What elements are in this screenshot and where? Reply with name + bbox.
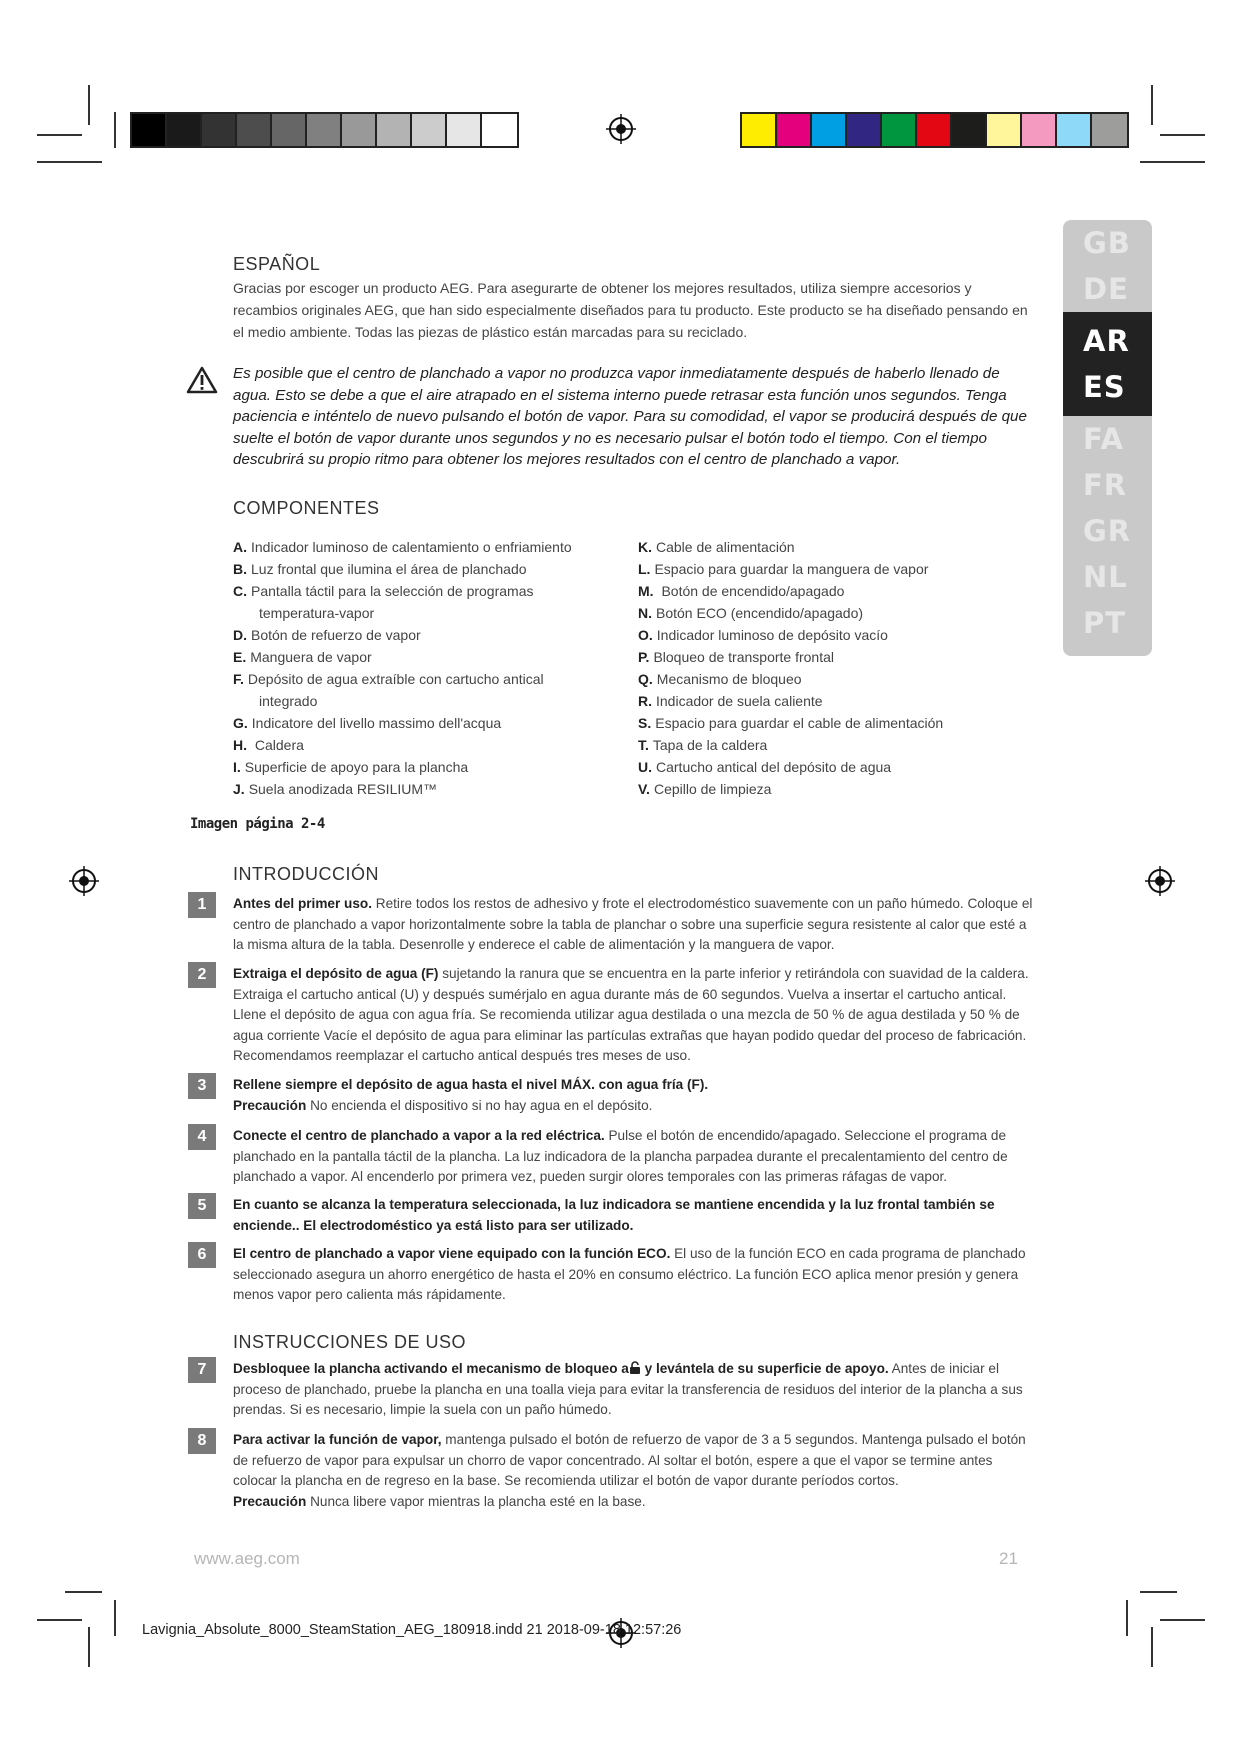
crop-mark <box>37 161 102 163</box>
component-label: Indicatore del livello massimo dell'acqua <box>251 715 502 731</box>
color-swatch <box>742 114 777 146</box>
component-label: Bloqueo de transporte frontal <box>653 649 835 665</box>
step-text <box>233 1430 1033 1512</box>
component-key: Q. <box>638 671 653 687</box>
color-swatch <box>412 114 447 146</box>
registration-mark-icon <box>606 114 636 144</box>
caution-label: Precaución <box>233 1493 307 1509</box>
component-key: R. <box>638 693 652 709</box>
intro-paragraph: Gracias por escoger un producto AEG. Para asegurarte de obtener los mejores resultados, utiliza siempre accesorios y recambios originales AEG, que han sido especialmente diseñados para tu producto. Este producto se ha diseñado pensando en el medio ambiente. Todas las piezas de plástico están marcadas para su reciclado. <box>233 280 1028 340</box>
crop-mark <box>1140 1591 1177 1593</box>
step-number: 5 <box>188 1193 216 1219</box>
component-key: P. <box>638 649 650 665</box>
component-item <box>638 624 943 646</box>
instrucciones-heading: INSTRUCCIONES DE USO <box>233 1332 467 1352</box>
component-item <box>638 580 943 602</box>
color-swatch <box>1092 114 1127 146</box>
component-item <box>638 734 943 756</box>
color-swatch <box>342 114 377 146</box>
component-key: B. <box>233 561 247 577</box>
crop-mark <box>1126 1600 1128 1636</box>
component-label: Cartucho antical del depósito de agua <box>656 759 892 775</box>
crop-mark <box>1140 161 1205 163</box>
step-number: 2 <box>188 962 216 988</box>
language-pt[interactable]: PT <box>1083 606 1127 640</box>
component-key: U. <box>638 759 652 775</box>
component-item <box>233 558 572 580</box>
color-swatch <box>202 114 237 146</box>
crop-mark <box>1151 1627 1153 1667</box>
language-heading: ESPAÑOL <box>233 254 321 274</box>
color-swatch <box>167 114 202 146</box>
component-item <box>638 602 943 624</box>
caution-text: Nunca libere vapor mientras la plancha esté en la base. <box>306 1493 646 1509</box>
language-tab <box>1063 220 1152 656</box>
component-item <box>638 712 943 734</box>
language-nl[interactable]: NL <box>1083 560 1128 594</box>
component-item-continued: integrado <box>259 693 318 709</box>
component-item <box>638 646 943 668</box>
component-key: S. <box>638 715 652 731</box>
components-heading: COMPONENTES <box>233 498 380 518</box>
component-label: Indicador luminoso de depósito vacío <box>656 627 888 643</box>
component-label: Luz frontal que ilumina el área de planchado <box>251 561 527 577</box>
component-key: J. <box>233 781 245 797</box>
color-swatch <box>377 114 412 146</box>
language-gb[interactable]: GB <box>1083 226 1131 260</box>
color-swatch <box>447 114 482 146</box>
language-fa[interactable]: FA <box>1083 422 1124 456</box>
step-body: Antes de iniciar el proceso de planchado, pruebe la plancha en una toalla vieja para evitar la transferencia de residuos del interior de la plancha a sus prendas. Si es necesario, limpie la suela con un paño húmedo. <box>233 1361 1023 1417</box>
step-number: 6 <box>188 1242 216 1268</box>
crop-mark <box>88 85 90 125</box>
step-text <box>233 1195 1033 1236</box>
component-item <box>233 778 572 800</box>
component-item <box>233 756 572 778</box>
component-label: Botón de encendido/apagado <box>657 583 845 599</box>
color-swatch <box>952 114 987 146</box>
color-swatch <box>812 114 847 146</box>
component-label: Manguera de vapor <box>250 649 372 665</box>
component-item <box>638 536 943 558</box>
page-number: 21 <box>999 1549 1018 1568</box>
component-label: Caldera <box>251 737 304 753</box>
component-label: Cable de alimentación <box>656 539 795 555</box>
grayscale-color-bar <box>130 112 519 148</box>
step-text <box>233 1244 1033 1306</box>
language-gr[interactable]: GR <box>1083 514 1132 548</box>
image-caption: Imagen página 2-4 <box>190 816 325 832</box>
component-key: H. <box>233 737 247 753</box>
registration-mark-icon <box>1145 866 1175 896</box>
color-swatch <box>777 114 812 146</box>
step-text <box>233 1126 1033 1188</box>
component-item <box>233 646 572 668</box>
color-swatch <box>307 114 342 146</box>
step-bold: Extraiga el depósito de agua (F) <box>233 966 439 981</box>
component-item <box>638 558 943 580</box>
component-key: K. <box>638 539 652 555</box>
step-bold: Rellene siempre el depósito de agua hasta el nivel MÁX. con agua fría (F). <box>233 1077 709 1092</box>
step-bold: El centro de planchado a vapor viene equipado con la función ECO. <box>233 1246 671 1261</box>
component-key: D. <box>233 627 247 643</box>
process-color-bar <box>740 112 1129 148</box>
introduccion-heading: INTRODUCCIÓN <box>233 864 379 884</box>
component-label: Cepillo de limpieza <box>653 781 772 797</box>
components-list-right <box>638 536 943 800</box>
component-item <box>233 712 572 734</box>
component-key: E. <box>233 649 247 665</box>
color-swatch <box>1022 114 1057 146</box>
footer-url-link[interactable]: www.aeg.com <box>194 1549 300 1568</box>
components-list-left <box>233 536 572 800</box>
unlock-icon <box>629 1361 641 1374</box>
component-label: Espacio para guardar la manguera de vapor <box>654 561 929 577</box>
step-text <box>233 1075 1033 1116</box>
component-label: Botón ECO (encendido/apagado) <box>656 605 864 621</box>
color-swatch <box>917 114 952 146</box>
slug-time: 2018-09-18 12:57:26 <box>546 1622 682 1638</box>
print-slug <box>142 1622 681 1638</box>
component-key: A. <box>233 539 247 555</box>
component-key: C. <box>233 583 247 599</box>
warning-text: Es posible que el centro de planchado a vapor no produzca vapor inmediatamente después de haberlo llenado de agua. Esto se debe a que el aire atrapado en el sistema interno puede retrasar esta función unos segundos. Tenga paciencia e inténtelo de nuevo pulsando el botón de vapor. Para su comodidad, el vapor se producirá después de que suelte el botón de vapor durante unos segundos y no es necesario pulsar el botón todo el tiempo. Con el tiempo descubrirá su propio ritmo para obtener los mejores resultados con el centro de planchado a vapor. <box>233 365 1027 468</box>
component-item <box>233 624 572 646</box>
caution-text: No encienda el dispositivo si no hay agua en el depósito. <box>306 1097 653 1113</box>
component-key: F. <box>233 671 244 687</box>
component-label: Suela anodizada RESILIUM™ <box>248 781 438 797</box>
step-number: 8 <box>188 1428 216 1454</box>
crop-mark <box>37 134 82 136</box>
crop-mark <box>114 112 116 148</box>
component-key: I. <box>233 759 241 775</box>
crop-mark <box>1160 1619 1205 1621</box>
language-es[interactable]: ES <box>1083 370 1126 404</box>
component-item <box>233 580 572 602</box>
step-bold: Desbloquee la plancha activando el mecanismo de bloqueo a <box>233 1361 629 1376</box>
component-label: Mecanismo de bloqueo <box>656 671 802 687</box>
component-item <box>233 734 572 756</box>
color-swatch <box>1057 114 1092 146</box>
warning-icon <box>186 366 218 394</box>
step-body: sujetando la ranura que se encuentra en la parte inferior y retirándola con suavidad de la caldera. Extraiga el cartucho antical (U) y después sumérjalo en agua durante más de 60 segundos. Vuelva a insertar el cartucho antical. Llene el depósito de agua con agua fría. Se recomienda utilizar agua destilada o una mezcla de 50 % de agua destilada y 50 % de agua corriente Vacíe el depósito de agua para eliminar las partículas extrañas que hayan podido quedar del proceso de fabricación. Recomendamos reemplazar el cartucho antical después tres meses de uso. <box>233 966 1029 1063</box>
crop-mark <box>65 1591 102 1593</box>
component-label: Botón de refuerzo de vapor <box>251 627 421 643</box>
crop-mark <box>88 1627 90 1667</box>
component-item-continued: temperatura-vapor <box>259 605 375 621</box>
step-text <box>233 894 1033 956</box>
step-number: 1 <box>188 892 216 918</box>
step-bold: Para activar la función de vapor, <box>233 1432 442 1447</box>
step-body: Pulse el botón de encendido/apagado. Seleccione el programa de planchado en la pantalla táctil de la plancha. La luz indicadora de la plancha parpadea durante el precalentamiento del centro de planchado a vapor. Al encenderlo por primera vez, pueden surgir olores temporales con las primeras ráfagas de vapor. <box>233 1128 1008 1184</box>
component-item <box>638 690 943 712</box>
crop-mark <box>1160 134 1205 136</box>
step-body: El uso de la función ECO en cada programa de planchado seleccionado asegura un ahorro energético de hasta el 20% en consumo eléctrico. La función ECO aplica menor presión y genera menos vapor pero calienta más rápidamente. <box>233 1246 1026 1302</box>
step-number: 3 <box>188 1073 216 1099</box>
component-label: Depósito de agua extraíble con cartucho antical <box>247 671 544 687</box>
crop-mark <box>37 1619 82 1621</box>
component-key: V. <box>638 781 650 797</box>
language-fr[interactable]: FR <box>1083 468 1128 502</box>
step-bold: Antes del primer uso. <box>233 896 372 911</box>
language-active-group <box>1063 312 1152 416</box>
component-key: L. <box>638 561 651 577</box>
color-swatch <box>987 114 1022 146</box>
crop-mark <box>114 1600 116 1636</box>
color-swatch <box>882 114 917 146</box>
step-body: mantenga pulsado el botón de refuerzo de vapor de 3 a 5 segundos. Mantenga pulsado el botón de refuerzo de vapor para expulsar un chorro de vapor concentrado. Al soltar el botón, espere a que el vapor se termine antes colocar la plancha en de regreso en la base. Se recomienda utilizar el botón de vapor durante períodos cortos. <box>233 1432 1026 1488</box>
step-bold: En cuanto se alcanza la temperatura seleccionada, la luz indicadora se mantiene encendida y la luz frontal también se enciende.. El electrodoméstico ya está listo para ser utilizado. <box>233 1197 995 1233</box>
color-swatch <box>132 114 167 146</box>
language-ar[interactable]: AR <box>1083 324 1130 358</box>
color-swatch <box>237 114 272 146</box>
step-bold: Conecte el centro de planchado a vapor a la red eléctrica. <box>233 1128 605 1143</box>
component-label: Pantalla táctil para la selección de programas <box>251 583 534 599</box>
component-label: Espacio para guardar el cable de alimentación <box>655 715 944 731</box>
component-item <box>233 668 572 690</box>
step-bold-after: y levántela de su superficie de apoyo. <box>640 1361 889 1376</box>
step-number: 4 <box>188 1124 216 1150</box>
component-key: M. <box>638 583 654 599</box>
component-key: N. <box>638 605 652 621</box>
step-text <box>233 964 1033 1067</box>
component-item <box>638 778 943 800</box>
component-key: T. <box>638 737 649 753</box>
language-de[interactable]: DE <box>1083 272 1129 306</box>
step-body: Retire todos los restos de adhesivo y frote el electrodoméstico suavemente con un paño húmedo. Coloque el centro de planchado a vapor horizontalmente sobre la tabla de planchar o sobre una superficie segura resistente al calor que esté a la misma altura de la tabla. Desenrolle y enderece el cable de alimentación y la manguera de vapor. <box>233 896 1033 952</box>
step-text <box>233 1359 1033 1421</box>
component-item <box>638 668 943 690</box>
component-key: G. <box>233 715 248 731</box>
component-key: O. <box>638 627 653 643</box>
component-label: Indicador luminoso de calentamiento o enfriamiento <box>251 539 572 555</box>
color-swatch <box>847 114 882 146</box>
registration-mark-icon <box>69 866 99 896</box>
component-item <box>233 536 572 558</box>
color-swatch <box>482 114 517 146</box>
step-number: 7 <box>188 1357 216 1383</box>
component-label: Superficie de apoyo para la plancha <box>244 759 469 775</box>
component-label: Indicador de suela caliente <box>656 693 823 709</box>
color-swatch <box>272 114 307 146</box>
slug-file: Lavignia_Absolute_8000_SteamStation_AEG_180918.indd 21 <box>142 1622 543 1638</box>
component-label: Tapa de la caldera <box>652 737 768 753</box>
crop-mark <box>1151 85 1153 125</box>
caution-label: Precaución <box>233 1097 307 1113</box>
component-item <box>638 756 943 778</box>
